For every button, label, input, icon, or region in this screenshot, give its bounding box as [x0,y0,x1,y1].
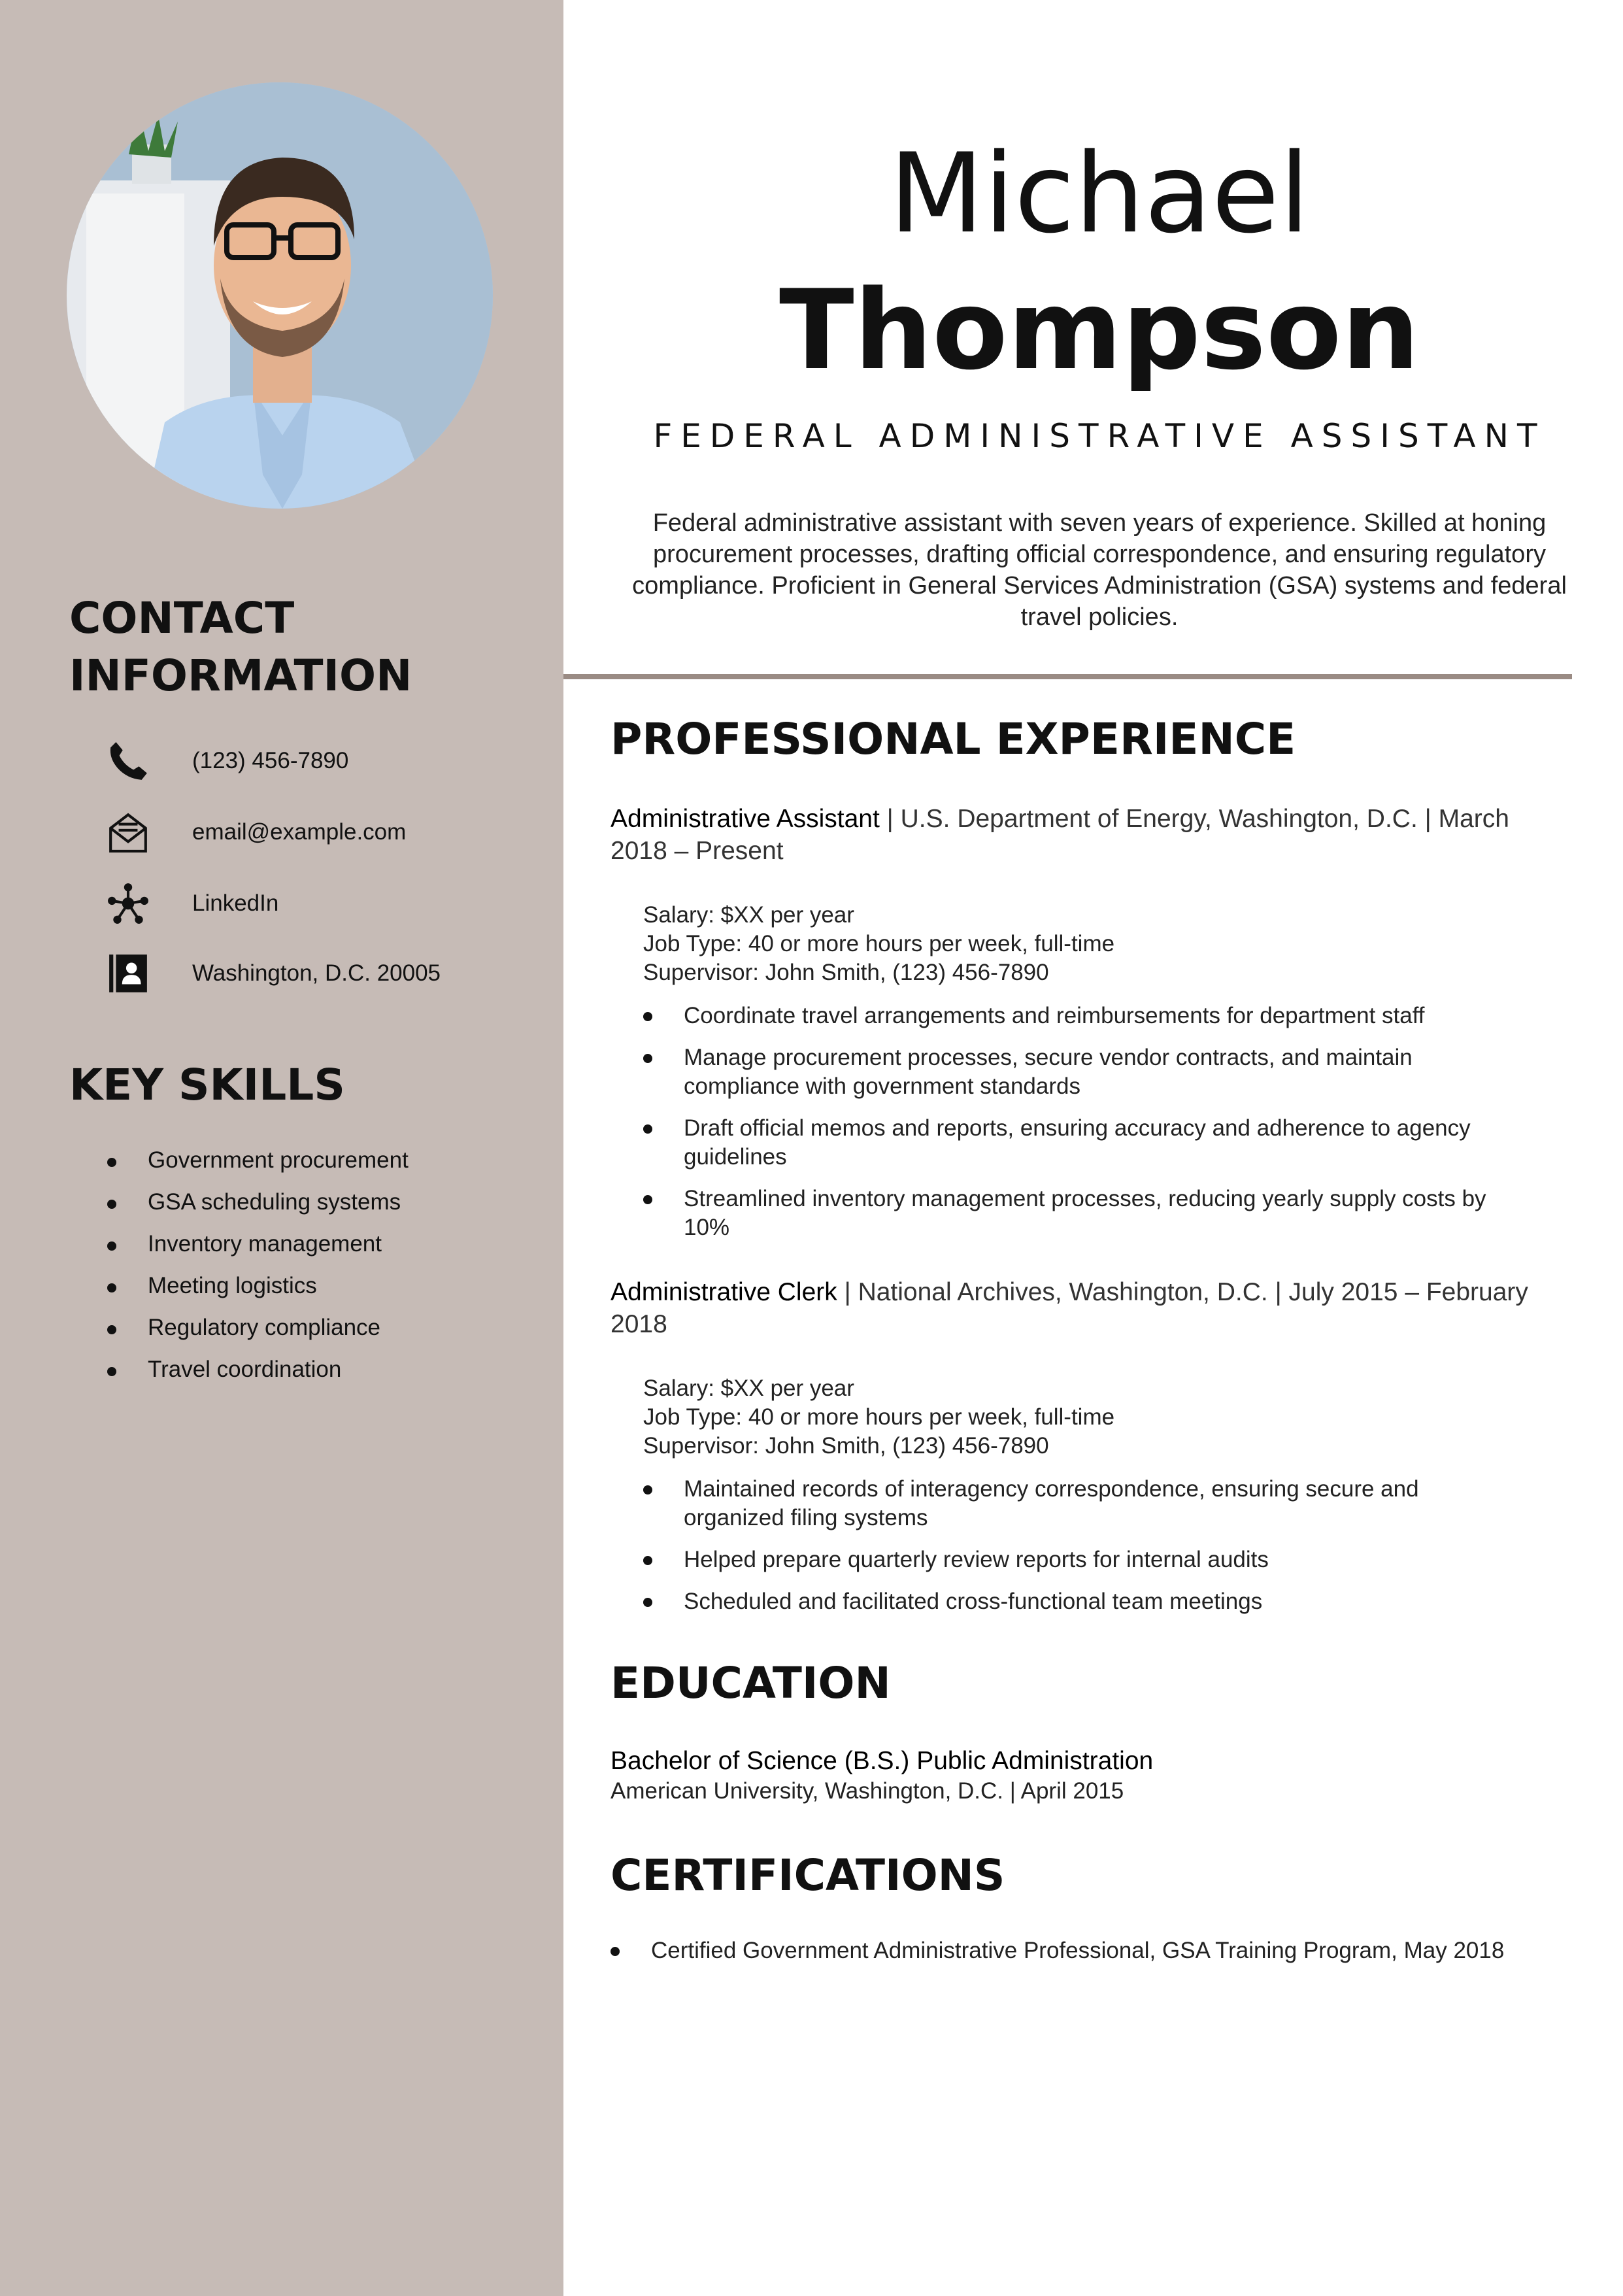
job-2-title: Administrative Clerk [611,1278,837,1306]
skill-item: Travel coordination [105,1349,409,1391]
job-2-supervisor: Supervisor: John Smith, (123) 456-7890 [643,1433,1049,1459]
contact-phone-text[interactable]: (123) 456-7890 [192,748,349,773]
job-title: FEDERAL ADMINISTRATIVE ASSISTANT [653,417,1546,455]
certifications-list [611,1936,1504,1965]
education-heading: EDUCATION [611,1658,891,1708]
skill-item: GSA scheduling systems [105,1181,409,1223]
job-1-title: Administrative Assistant [611,805,880,833]
skill-item: Regulatory compliance [105,1307,409,1349]
certification-item: Certified Government Administrative Professional, GSA Training Program, May 2018 [611,1936,1504,1965]
education-school: American University, Washington, D.C. | April 2015 [611,1778,1124,1804]
job-1-bullet: Manage procurement processes, secure vendor contracts, and maintain compliance with government standards [643,1043,1486,1101]
job-2-bullet: Helped prepare quarterly review reports for internal audits [643,1545,1486,1574]
job-1-header [611,803,1539,867]
job-2-bullets [643,1475,1486,1629]
job-2-salary: Salary: $XX per year [643,1376,854,1401]
job-1-details: | U.S. Department of Energy, Washington, D.C. | March 2018 – Present [611,805,1509,865]
job-2-type: Job Type: 40 or more hours per week, full-time [643,1404,1115,1430]
sidebar [0,0,563,2296]
job-1-bullets [643,1002,1486,1255]
certifications-heading: CERTIFICATIONS [611,1850,1005,1900]
main-content [563,0,1623,2296]
job-1-supervisor: Supervisor: John Smith, (123) 456-7890 [643,960,1049,985]
section-divider [563,674,1572,679]
skill-item: Government procurement [105,1140,409,1181]
skills-list [105,1140,409,1391]
job-1-bullet: Coordinate travel arrangements and reimbursements for department staff [643,1002,1486,1030]
experience-heading: PROFESSIONAL EXPERIENCE [611,714,1296,764]
first-name: Michael [889,129,1310,258]
contact-linkedin [105,880,278,927]
job-1-bullet: Draft official memos and reports, ensuring accuracy and adherence to agency guidelines [643,1114,1486,1172]
contact-heading-line1: CONTACT [69,593,295,643]
contact-heading [69,590,412,705]
contact-phone [105,737,348,785]
skill-item: Inventory management [105,1223,409,1265]
job-1-bullet: Streamlined inventory management processes, reducing yearly supply costs by 10% [643,1185,1486,1242]
job-2-header [611,1276,1539,1340]
contact-email-text[interactable]: email@example.com [192,819,407,845]
summary: Federal administrative assistant with seven years of experience. Skilled at honing procurement processes, drafting official correspondence, and ensuring regulatory compliance. Proficient in General Services Administration (GSA) systems and federal travel policies. [632,509,1567,631]
job-2-details: | National Archives, Washington, D.C. | July 2015 – February 2018 [611,1278,1528,1338]
contact-address-text: Washington, D.C. 20005 [192,960,441,986]
skill-item: Meeting logistics [105,1265,409,1307]
network-icon [105,880,152,927]
job-1-type: Job Type: 40 or more hours per week, full-time [643,931,1115,956]
contact-email [105,809,406,856]
last-name: Thompson [779,266,1420,394]
job-2-bullet: Maintained records of interagency correspondence, ensuring secure and organized filing systems [643,1475,1486,1532]
profile-photo [67,82,493,509]
contact-address [105,950,441,997]
education-degree: Bachelor of Science (B.S.) Public Administration [611,1747,1154,1775]
job-1-salary: Salary: $XX per year [643,902,854,928]
envelope-icon [105,809,152,856]
contact-linkedin-text[interactable]: LinkedIn [192,890,279,916]
skills-heading: KEY SKILLS [69,1060,345,1110]
contact-heading-line2: INFORMATION [69,650,412,701]
job-2-bullet: Scheduled and facilitated cross-functional team meetings [643,1587,1486,1616]
contact-card-icon [105,950,152,997]
phone-icon [105,737,152,785]
profile-photo-illustration [67,82,493,509]
